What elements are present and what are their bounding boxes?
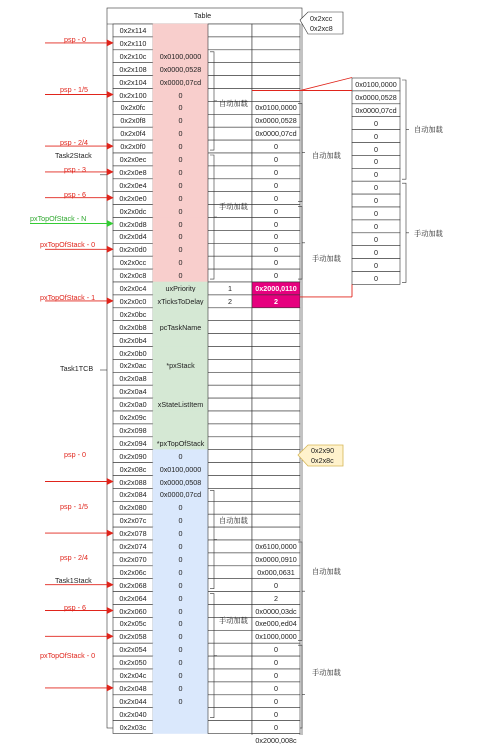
stack-label: 0 <box>274 581 278 589</box>
extra-cell <box>208 218 252 231</box>
stack-label: 0 <box>274 646 278 654</box>
value-label: 0 <box>178 568 183 576</box>
label-pxtopofstack-n: pxTopOfStack - N <box>30 214 87 223</box>
stack-cell <box>252 50 300 63</box>
value-label: 0 <box>178 672 183 680</box>
extra-cell <box>208 566 252 579</box>
address-label: 0x2x0dc <box>119 207 147 215</box>
stack-label: 0x0000,03dc <box>255 607 297 615</box>
address-label: 0x2x04c <box>119 672 147 680</box>
stack-label: 0 <box>274 194 278 202</box>
extra-cell <box>208 424 252 437</box>
extra-cell <box>208 334 252 347</box>
value-label: 0x0000,07cd <box>159 491 202 499</box>
value-label: 0 <box>178 220 183 228</box>
value-cell <box>153 308 208 321</box>
stack-cell <box>252 501 300 514</box>
right-stack-label: 0 <box>374 119 378 127</box>
label-psp-2-4-top: psp - 2/4 <box>60 138 88 147</box>
value-label: pcTaskName <box>159 323 202 331</box>
value-cell <box>153 721 208 734</box>
value-label: 0 <box>178 181 183 189</box>
address-label: 0x2x0f4 <box>120 130 146 138</box>
value-label: 0 <box>178 143 183 151</box>
stack-label: 0x0100,0000 <box>255 104 297 112</box>
right-stack-label: 0x0000,0528 <box>355 93 397 102</box>
brace-label-auto-1: 自动加载 <box>219 99 248 108</box>
stack-label: 0x0000,0910 <box>255 555 297 564</box>
value-label: 0 <box>178 91 183 99</box>
brace-label-manual-1: 手动加载 <box>219 202 248 211</box>
address-label: 0x2x0e8 <box>119 168 147 177</box>
extra-cell <box>208 308 252 321</box>
address-label: 0x2x0a4 <box>119 388 147 396</box>
extra-cell <box>208 398 252 411</box>
address-label: 0x2x114 <box>119 27 147 35</box>
stack-cell <box>252 372 300 385</box>
address-label: 0x2x0bc <box>119 310 147 318</box>
stack-label: 2 <box>274 297 278 306</box>
address-label: 0x2x088 <box>119 478 147 486</box>
address-label: 0x2x084 <box>119 491 147 499</box>
address-label: 0x2x054 <box>119 646 147 654</box>
extra-cell <box>208 463 252 476</box>
value-label: 0 <box>178 117 183 125</box>
address-label: 0x2x05c <box>119 620 147 628</box>
brace-label-auto-2: 自动加载 <box>312 151 341 160</box>
address-label: 0x2x040 <box>119 710 147 718</box>
mid-tag-line-2: 0x2x8c <box>311 456 334 465</box>
value-cell <box>153 708 208 721</box>
extra-cell <box>208 153 252 166</box>
right-stack-label: 0 <box>374 158 378 166</box>
value-label: 0 <box>178 246 183 254</box>
stack-label: 0 <box>274 220 278 228</box>
extra-cell <box>208 127 252 140</box>
right-stack-label: 0 <box>374 248 378 256</box>
extra-cell <box>208 721 252 734</box>
address-label: 0x2x050 <box>119 659 147 667</box>
stack-label: 0 <box>274 143 278 151</box>
right-stack-label: 0 <box>374 171 378 179</box>
stack-label: 0 <box>274 697 278 705</box>
stack-label: 0 <box>274 207 278 215</box>
extra-cell <box>208 114 252 127</box>
extra-cell <box>208 347 252 360</box>
stack-cell <box>252 24 300 37</box>
address-label: 0x2x0cc <box>119 259 147 267</box>
extra-label: 1 <box>228 285 232 293</box>
address-label: 0x2x0ec <box>119 156 147 164</box>
top-tag-line-2: 0x2xc8 <box>310 24 333 33</box>
label-task1tcb: Task1TCB <box>60 364 94 373</box>
value-label: uxPriority <box>165 285 196 293</box>
stack-label: 0xe000,ed04 <box>255 620 297 628</box>
address-label: 0x2x058 <box>119 633 147 641</box>
right-stack-label: 0 <box>374 210 378 218</box>
extra-cell <box>208 411 252 424</box>
stack-cell <box>252 37 300 50</box>
label-psp-3-top: psp - 3 <box>64 165 86 174</box>
address-label: 0x2x09c <box>119 414 147 422</box>
brace-label-manual-3: 手动加载 <box>414 229 443 238</box>
value-label: xStateListItem <box>157 401 204 409</box>
right-stack-label: 0 <box>374 235 378 243</box>
extra-cell <box>208 592 252 605</box>
value-label: *pxStack <box>166 362 195 370</box>
value-cell <box>153 334 208 347</box>
address-label: 0x2x098 <box>119 426 147 435</box>
address-label: 0x2x0fc <box>120 104 146 112</box>
value-label: 0 <box>178 207 183 215</box>
extra-cell <box>208 488 252 501</box>
value-label: 0 <box>178 530 183 538</box>
extra-cell <box>208 50 252 63</box>
stack-label: 0x1000,0000 <box>255 633 297 641</box>
extra-cell <box>208 269 252 282</box>
stack-cell <box>252 476 300 489</box>
address-label: 0x2x0a0 <box>119 401 147 409</box>
extra-cell <box>208 372 252 385</box>
address-label: 0x2x0c4 <box>119 285 147 293</box>
address-label: 0x2x110 <box>119 39 147 48</box>
value-label: xTicksToDelay <box>157 297 204 306</box>
address-label: 0x2x078 <box>119 530 147 538</box>
address-label: 0x2x044 <box>119 697 147 705</box>
value-label: 0x0000,0528 <box>159 65 202 73</box>
address-label: 0x2x070 <box>119 555 147 564</box>
right-stack-label: 0 <box>374 274 378 282</box>
stack-cell <box>252 321 300 334</box>
brace-label-manual-2: 手动加载 <box>312 254 341 263</box>
stack-label: 0 <box>274 710 278 718</box>
stack-label: 0x0000,0528 <box>255 117 297 125</box>
value-label: 0 <box>178 697 183 705</box>
extra-cell <box>208 656 252 669</box>
label-pxtopofstack-0-bottom: pxTopOfStack - 0 <box>40 651 96 660</box>
stack-label: 0 <box>274 672 278 680</box>
stack-cell <box>252 359 300 372</box>
label-psp-2-4-mid: psp - 2/4 <box>60 553 88 562</box>
label-pxtopofstack-0-top: pxTopOfStack - 0 <box>40 240 96 249</box>
mid-tag-line-1: 0x2x90 <box>311 446 335 455</box>
stack-label: 0x000,0631 <box>257 568 295 576</box>
value-label: 0 <box>178 130 183 138</box>
address-label: 0x2x0d0 <box>119 246 147 254</box>
extra-cell <box>208 643 252 656</box>
value-label: 0 <box>178 517 183 525</box>
stack-label: 0 <box>274 723 278 731</box>
value-label: *pxTopOfStack <box>156 439 205 447</box>
stack-cell <box>252 527 300 540</box>
value-label: 0 <box>178 684 183 693</box>
extra-cell <box>208 450 252 463</box>
extra-cell <box>208 37 252 50</box>
stack-label: 2 <box>274 594 278 602</box>
address-label: 0x2x060 <box>119 607 147 615</box>
stack-cell <box>252 424 300 437</box>
stack-cell <box>252 347 300 360</box>
value-label: 0 <box>178 543 183 551</box>
address-label: 0x2x0d8 <box>119 220 147 228</box>
stack-cell <box>252 411 300 424</box>
extra-cell <box>208 630 252 643</box>
address-label: 0x2x108 <box>119 65 147 73</box>
address-label: 0x2x06c <box>119 568 147 576</box>
address-label: 0x2x03c <box>119 723 147 731</box>
brace-label-auto-3: 自动加载 <box>414 125 443 134</box>
label-psp-1-5-top: psp - 1/5 <box>60 85 88 94</box>
value-label: 0 <box>178 659 183 667</box>
stack-label: 0 <box>274 156 278 164</box>
value-cell <box>153 411 208 424</box>
stack-cell <box>252 514 300 527</box>
extra-cell <box>208 321 252 334</box>
address-label: 0x2x0d4 <box>119 233 147 241</box>
stack-label: 0 <box>274 246 278 254</box>
value-label: 0 <box>178 156 183 164</box>
stack-cell <box>252 398 300 411</box>
extra-cell <box>208 179 252 192</box>
value-label: 0 <box>178 504 183 512</box>
stack-label: 0 <box>274 272 278 280</box>
value-cell <box>153 372 208 385</box>
address-label: 0x2x07c <box>119 517 147 525</box>
label-psp-6-mid: psp - 6 <box>64 603 86 612</box>
extra-cell <box>208 501 252 514</box>
extra-cell <box>208 385 252 398</box>
extra-cell <box>208 76 252 89</box>
address-label: 0x2x08c <box>119 465 147 473</box>
right-stack-label: 0 <box>374 222 378 231</box>
value-label: 0x0100,0000 <box>159 52 202 60</box>
brace-manual-3 <box>402 183 409 282</box>
label-task2stack: Task2Stack <box>55 151 92 160</box>
label-pxtopofstack-1: pxTopOfStack - 1 <box>40 293 96 302</box>
brace-label-auto-4: 自动加载 <box>219 516 248 525</box>
extra-cell <box>208 553 252 566</box>
stack-cell <box>252 488 300 501</box>
label-psp-0-mid: psp - 0 <box>64 450 86 459</box>
address-label: 0x2x10c <box>119 52 147 60</box>
address-label: 0x2x0a8 <box>119 375 147 383</box>
value-label: 0 <box>178 259 183 267</box>
stack-cell <box>252 437 300 450</box>
extra-cell <box>208 708 252 721</box>
address-label: 0x2x0c8 <box>119 272 147 280</box>
value-label: 0 <box>178 272 183 280</box>
address-label: 0x2x0e0 <box>119 194 147 202</box>
value-cell <box>153 37 208 50</box>
stack-cell <box>252 308 300 321</box>
stack-label: 0 <box>274 259 278 267</box>
address-label: 0x2x0b4 <box>119 336 147 344</box>
extra-cell <box>208 243 252 256</box>
extra-cell <box>208 695 252 708</box>
value-cell <box>153 347 208 360</box>
value-label: 0 <box>178 452 183 460</box>
brace-auto-3 <box>402 80 409 179</box>
value-cell <box>153 385 208 398</box>
address-label: 0x2x090 <box>119 452 147 460</box>
stack-label: 0x2000,0110 <box>255 285 297 293</box>
address-label: 0x2x094 <box>119 439 147 447</box>
address-label: 0x2x0b0 <box>119 349 147 357</box>
address-label: 0x2x104 <box>119 78 147 86</box>
address-label: 0x2x074 <box>119 543 147 551</box>
stack-label: 0x6100,0000 <box>255 543 297 551</box>
label-task1stack: Task1Stack <box>55 576 92 585</box>
value-label: 0 <box>178 633 183 641</box>
extra-cell <box>208 579 252 592</box>
value-label: 0 <box>178 581 183 589</box>
stack-cell <box>252 76 300 89</box>
stack-cell <box>252 450 300 463</box>
extra-cell <box>208 24 252 37</box>
label-psp-0-top: psp - 0 <box>64 35 86 44</box>
right-stack-label: 0x0000,07cd <box>355 106 397 114</box>
value-label: 0 <box>178 620 183 628</box>
stack-label: 0 <box>274 659 278 667</box>
stack-cell <box>252 63 300 76</box>
address-label: 0x2x0f0 <box>120 143 146 151</box>
address-label: 0x2x068 <box>119 581 147 589</box>
address-label: 0x2x0ac <box>119 362 147 370</box>
extra-cell <box>208 540 252 553</box>
value-cell <box>153 24 208 37</box>
value-label: 0x0100,0000 <box>159 465 202 473</box>
address-label: 0x2x0e4 <box>119 181 147 189</box>
stack-cell <box>252 385 300 398</box>
extra-cell <box>208 359 252 372</box>
value-label: 0 <box>178 555 183 564</box>
address-label: 0x2x0b8 <box>119 323 147 331</box>
brace-label-manual-5: 手动加载 <box>312 668 341 677</box>
extra-cell <box>208 476 252 489</box>
extra-cell <box>208 437 252 450</box>
right-stack-label: 0 <box>374 197 378 205</box>
brace-label-auto-5: 自动加载 <box>312 567 341 576</box>
value-cell <box>153 424 208 437</box>
label-psp-6-top: psp - 6 <box>64 190 86 199</box>
value-label: 0 <box>178 168 183 177</box>
stack-label-extra: 0x2000,008c <box>255 736 297 744</box>
stack-label: 0x0000,07cd <box>255 130 297 138</box>
address-label: 0x2x048 <box>119 684 147 693</box>
right-stack-label: 0 <box>374 184 378 192</box>
value-label: 0x0000,07cd <box>159 78 202 86</box>
value-label: 0 <box>178 104 183 112</box>
extra-cell <box>208 669 252 682</box>
extra-label: 2 <box>228 297 232 306</box>
address-label: 0x2x080 <box>119 504 147 512</box>
value-label: 0 <box>178 646 183 654</box>
label-psp-1-5-mid: psp - 1/5 <box>60 502 88 511</box>
extra-cell <box>208 682 252 695</box>
table-title: Table <box>193 12 212 20</box>
stack-label: 0 <box>274 684 278 693</box>
extra-cell <box>208 527 252 540</box>
stack-label: 0 <box>274 168 278 177</box>
top-tag-line-1: 0x2xcc <box>310 14 333 23</box>
address-label: 0x2x0f8 <box>120 117 146 125</box>
extra-cell <box>208 140 252 153</box>
extra-cell <box>208 166 252 179</box>
value-label: 0 <box>178 594 183 602</box>
extra-cell <box>208 256 252 269</box>
right-stack-label: 0 <box>374 261 378 269</box>
value-label: 0 <box>178 607 183 615</box>
address-label: 0x2x0c0 <box>119 297 147 306</box>
extra-cell <box>208 63 252 76</box>
brace-label-manual-4: 手动加载 <box>219 616 248 625</box>
value-label: 0 <box>178 233 183 241</box>
value-label: 0 <box>178 194 183 202</box>
stack-cell <box>252 463 300 476</box>
address-label: 0x2x100 <box>119 91 147 99</box>
address-label: 0x2x064 <box>119 594 147 602</box>
right-stack-label: 0 <box>374 145 378 153</box>
stack-label: 0 <box>274 233 278 241</box>
value-label: 0x0000,0508 <box>159 478 202 486</box>
extra-cell <box>208 230 252 243</box>
stack-cell <box>252 334 300 347</box>
stack-label: 0 <box>274 181 278 189</box>
right-stack-label: 0 <box>374 132 378 140</box>
right-stack-label: 0x0100,0000 <box>355 81 397 89</box>
